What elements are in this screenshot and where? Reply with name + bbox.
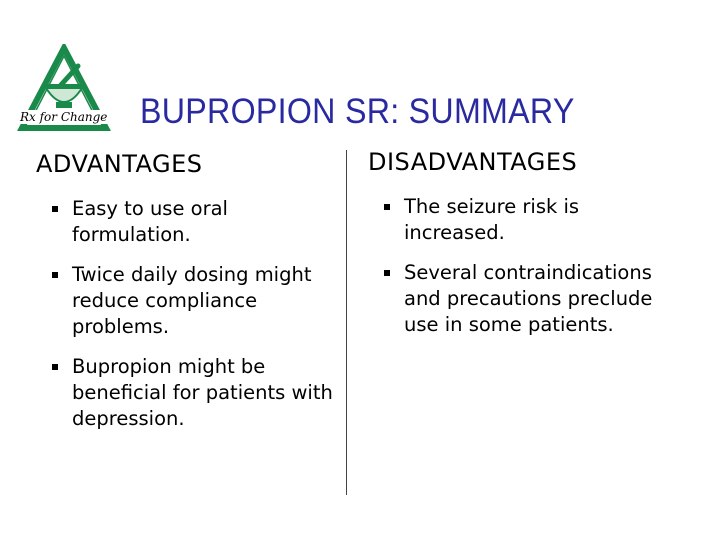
disadvantages-heading: DISADVANTAGES: [368, 148, 578, 176]
column-divider: [346, 150, 347, 495]
disadvantage-text: Several contraindications and precautions preclude use in some patients.: [404, 261, 653, 336]
list-item: [52, 262, 342, 340]
rx-for-change-logo: [16, 44, 112, 132]
bullet-square-icon: [52, 364, 58, 370]
disadvantage-text: The seizure risk is increased.: [404, 195, 580, 244]
list-item: [52, 354, 342, 432]
advantage-text: Bupropion might be beneficial for patients with depression.: [72, 355, 333, 430]
logo-caption: Rx for Change: [20, 110, 108, 124]
bullet-square-icon: [384, 270, 390, 276]
bullet-square-icon: [384, 204, 390, 210]
list-item: [384, 194, 684, 246]
advantages-heading: ADVANTAGES: [36, 150, 203, 178]
advantage-text: Easy to use oral formulation.: [72, 197, 228, 246]
advantage-text: Twice daily dosing might reduce compliance problems.: [72, 263, 312, 338]
bullet-square-icon: [52, 206, 58, 212]
list-item: [384, 260, 684, 338]
list-item: [52, 196, 342, 248]
page-title: BUPROPION SR: SUMMARY: [140, 92, 575, 131]
advantages-list: [52, 196, 342, 446]
disadvantages-list: [384, 194, 684, 352]
bullet-square-icon: [52, 272, 58, 278]
